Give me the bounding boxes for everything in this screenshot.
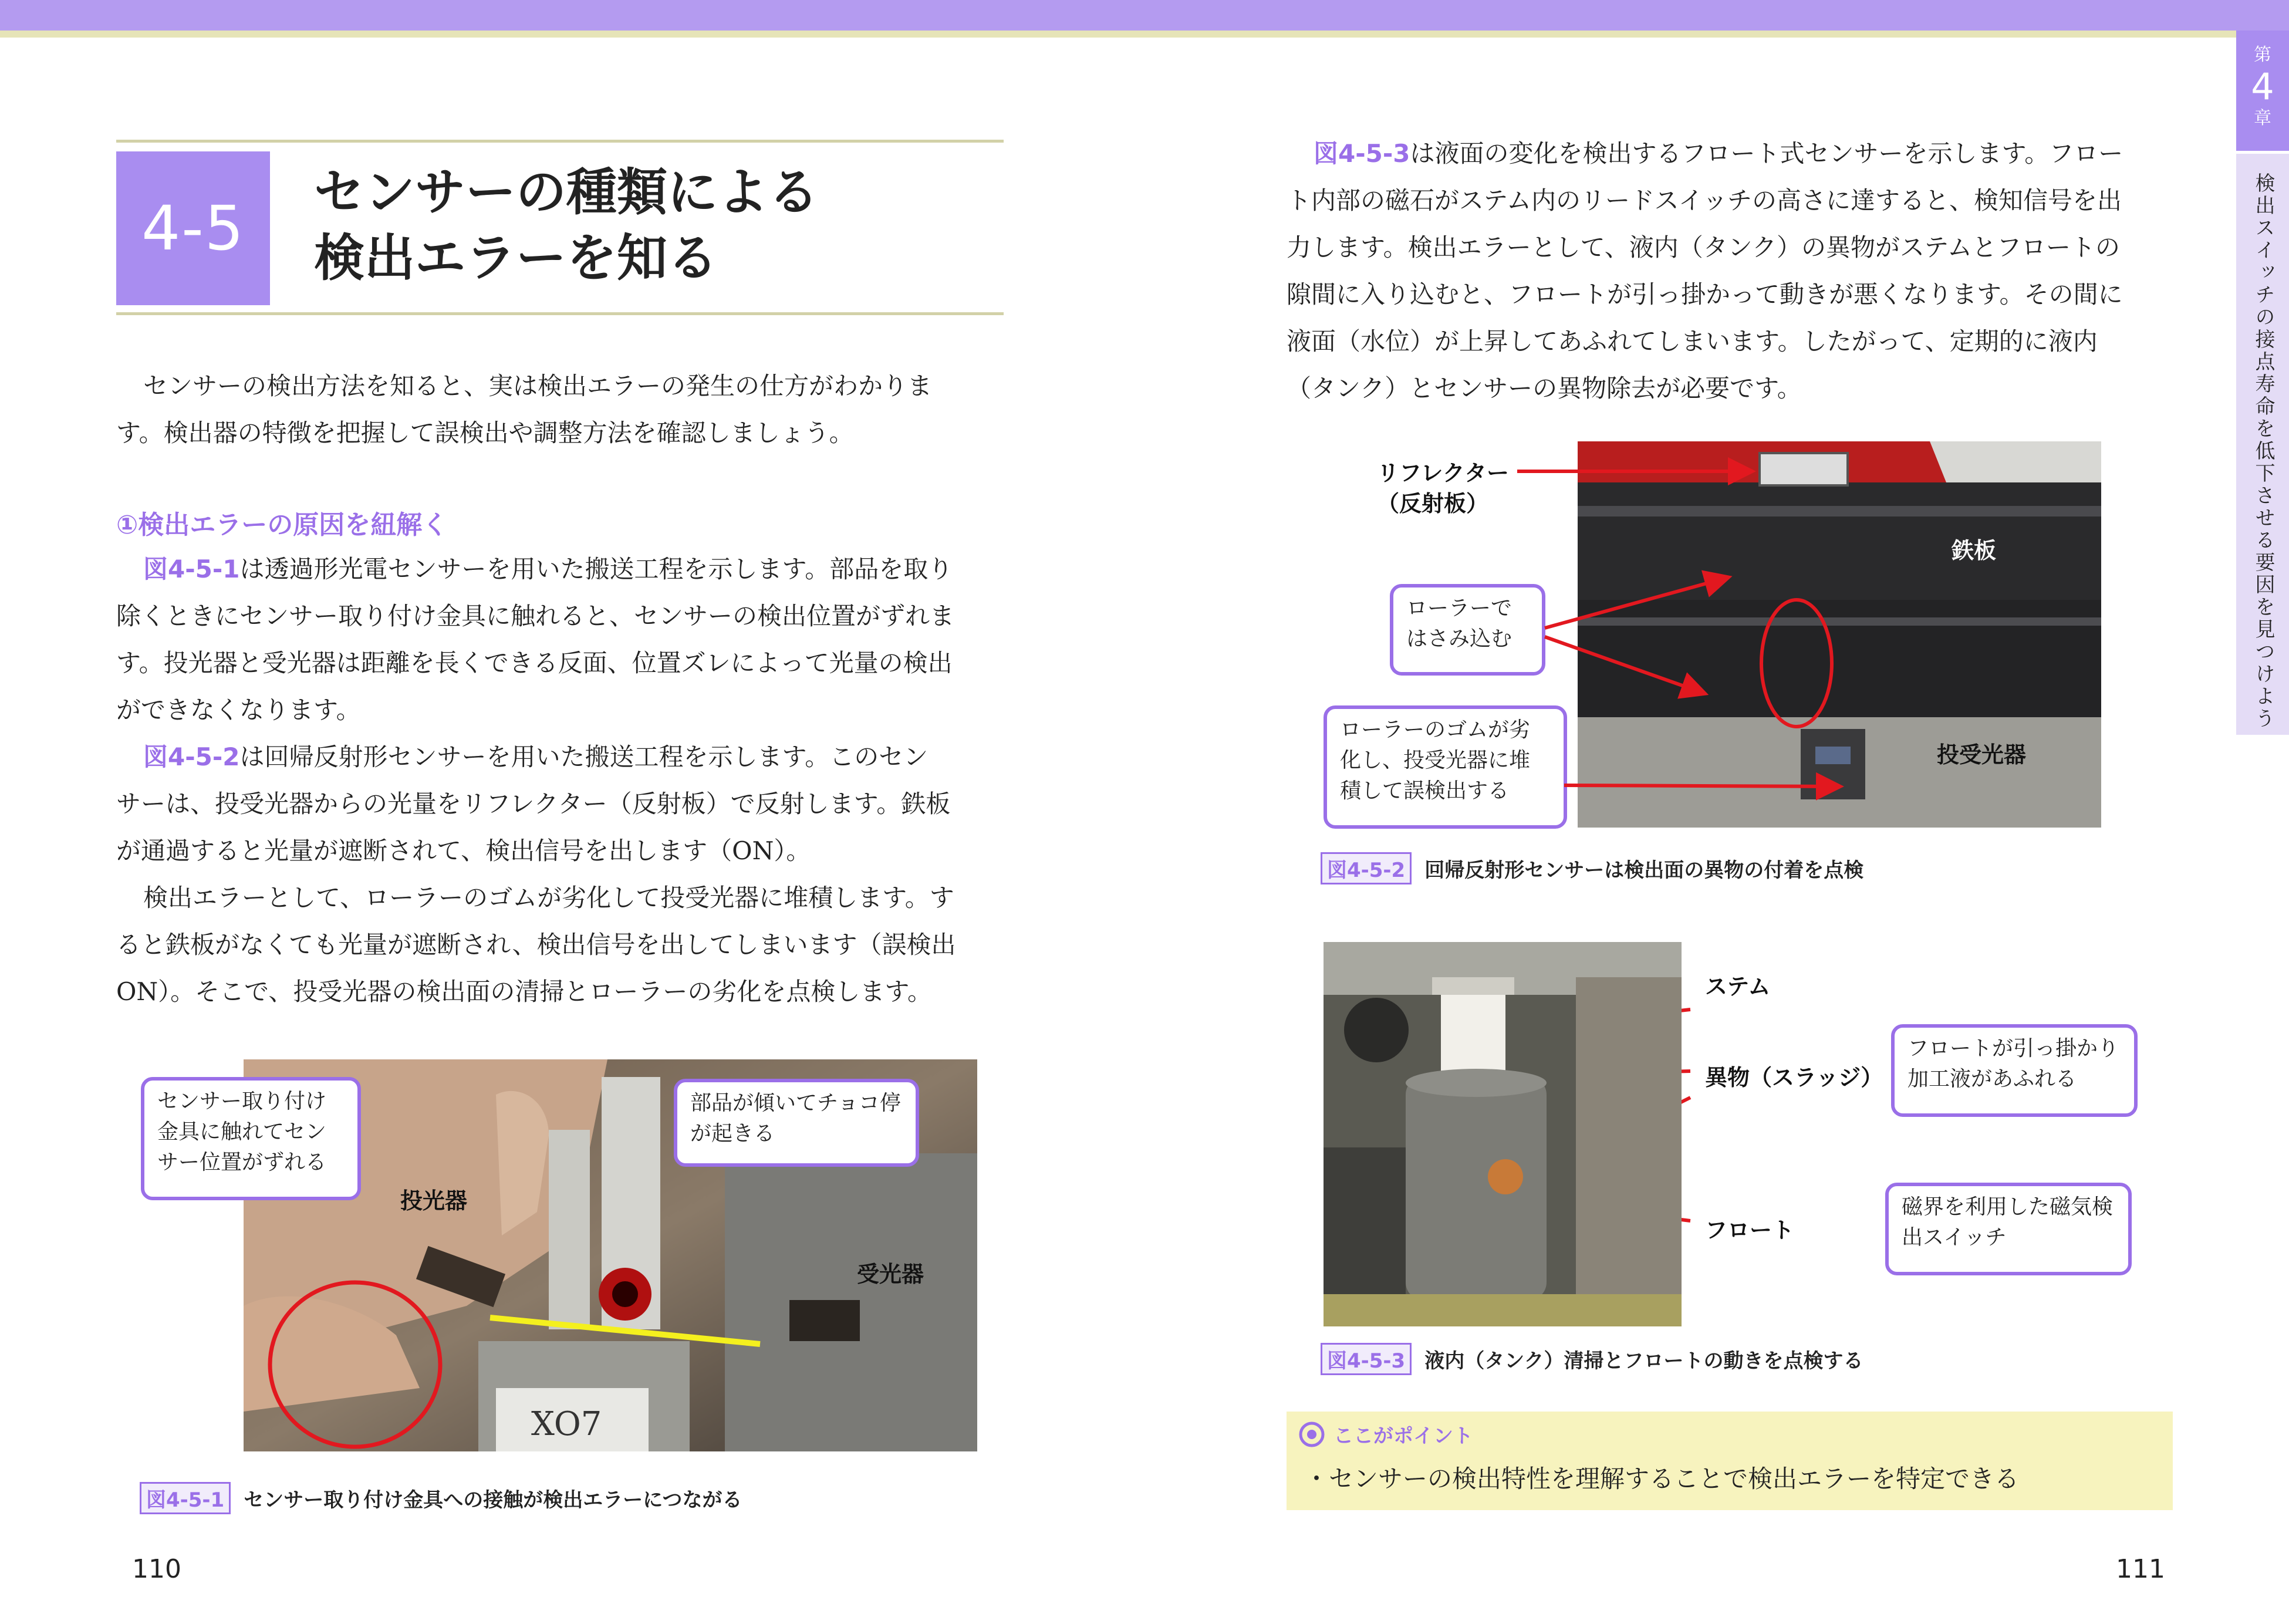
callout-roller-pinch: ローラーではさみ込む bbox=[1390, 584, 1545, 676]
figure-4-5-1-caption-text: センサー取り付け金具への接触が検出エラーにつながる bbox=[244, 1488, 742, 1512]
rp-line-1: は液面の変化を検出するフロート式センサーを示します。フロー bbox=[1410, 139, 2123, 168]
p3-line-1: 検出エラーとして、ローラーのゴムが劣化して投受光器に堆積します。す bbox=[143, 883, 954, 912]
page-number-right: 111 bbox=[2116, 1554, 2165, 1584]
rp-line-3: 力します。検出エラーとして、液内（タンク）の異物がステムとフロートの bbox=[1287, 233, 2121, 262]
figure-ref-4-5-1: 図4-5-1 bbox=[143, 555, 240, 583]
p3-line-3: ON）。そこで、投受光器の検出面の清掃とローラーの劣化を点検します。 bbox=[116, 977, 932, 1006]
p2-line-3: が通過すると光量が遮断されて、検出信号を出します（ON）。 bbox=[116, 836, 811, 865]
p1-line-3: す。投光器と受光器は距離を長くできる反面、位置ズレによって光量の検出 bbox=[116, 649, 953, 677]
chapter-prefix: 第 bbox=[2254, 45, 2271, 65]
rp-line-2: ト内部の磁石がステム内のリードスイッチの高さに達すると、検知信号を出 bbox=[1287, 186, 2122, 215]
plate-text: XO7 bbox=[531, 1405, 602, 1443]
section-title-line-2: 検出エラーを知る bbox=[314, 229, 718, 288]
p2-line-2: サーは、投受光器からの光量をリフレクター（反射板）で反射します。鉄板 bbox=[116, 789, 951, 818]
callout-sensor-bracket: センサー取り付け金具に触れてセンサー位置がずれる bbox=[141, 1077, 361, 1200]
figure-4-5-3-number: 図4-5-3 bbox=[1321, 1343, 1412, 1375]
figure-4-5-3-caption bbox=[1321, 1343, 1863, 1375]
figure-4-5-2-caption bbox=[1321, 852, 1863, 884]
figure-ref-4-5-2: 図4-5-2 bbox=[143, 742, 240, 771]
p3-line-2: ると鉄板がなくても光量が遮断され、検出信号を出してしまいます（誤検出 bbox=[116, 930, 956, 959]
intro-line-1: センサーの検出方法を知ると、実は検出エラーの発生の仕方がわかりま bbox=[143, 372, 933, 400]
label-reflector: リフレクター （反射板） bbox=[1377, 460, 1509, 516]
figure-4-5-3-photo bbox=[1324, 942, 1682, 1326]
callout-rubber-buildup: ローラーのゴムが劣化し、投受光器に堆積して誤検出する bbox=[1324, 705, 1567, 829]
figure-4-5-2-number: 図4-5-2 bbox=[1321, 852, 1412, 884]
label-stem: ステム bbox=[1705, 974, 1771, 1000]
label-float: フロート bbox=[1705, 1217, 1795, 1243]
figure-4-5-2-caption-text: 回帰反射形センサーは検出面の異物の付着を点検 bbox=[1424, 859, 1864, 882]
label-sludge: 異物（スラッジ） bbox=[1705, 1065, 1883, 1090]
point-body: ・センサーの検出特性を理解することで検出エラーを特定できる bbox=[1304, 1464, 2020, 1493]
point-box bbox=[1287, 1412, 2173, 1510]
rp-line-6: （タンク）とセンサーの異物除去が必要です。 bbox=[1287, 374, 1802, 403]
page-number-left: 110 bbox=[132, 1554, 181, 1584]
point-heading bbox=[1298, 1420, 1473, 1449]
subheading: ①検出エラーの原因を紐解く bbox=[116, 510, 448, 540]
callout-part-tilt: 部品が傾いてチョコ停が起きる bbox=[674, 1079, 919, 1167]
p1-line-1: は透過形光電センサーを用いた搬送工程を示します。部品を取り bbox=[239, 555, 953, 583]
target-icon bbox=[1298, 1421, 1325, 1448]
p1-line-4: ができなくなります。 bbox=[116, 695, 361, 724]
label-sensor: 投受光器 bbox=[1937, 742, 2027, 768]
callout-magnetic-switch: 磁界を利用した磁気検出スイッチ bbox=[1885, 1183, 2132, 1275]
figure-4-5-3-caption-text: 液内（タンク）清掃とフロートの動きを点検する bbox=[1424, 1349, 1863, 1373]
intro-line-2: す。検出器の特徴を把握して誤検出や調整方法を確認しましょう。 bbox=[116, 418, 854, 447]
section-number: 4-5 bbox=[116, 151, 270, 305]
section-title-line-1: センサーの種類による bbox=[314, 163, 819, 222]
p2-line-1: は回帰反射形センサーを用いた搬送工程を示します。このセン bbox=[239, 742, 929, 771]
label-steel-plate: 鉄板 bbox=[1952, 538, 1997, 563]
figure-4-5-1-number: 図4-5-1 bbox=[140, 1482, 231, 1514]
point-heading-text: ここがポイント bbox=[1333, 1424, 1473, 1448]
figure-ref-4-5-3: 図4-5-3 bbox=[1314, 139, 1410, 168]
chapter-side-title-text: 検出スイッチの接点寿命を低下させる要因を見つけよう bbox=[2251, 173, 2275, 730]
chapter-suffix: 章 bbox=[2254, 108, 2271, 129]
rp-line-4: 隙間に入り込むと、フロートが引っ掛かって動きが悪くなります。その間に bbox=[1287, 280, 2123, 309]
callout-float-stuck: フロートが引っ掛かり加工液があふれる bbox=[1891, 1024, 2138, 1117]
label-receiver: 受光器 bbox=[857, 1261, 924, 1287]
rp-line-5: 液面（水位）が上昇してあふれてしまいます。したがって、定期的に液内 bbox=[1287, 327, 2098, 356]
label-emitter: 投光器 bbox=[400, 1188, 468, 1214]
p1-line-2: 除くときにセンサー取り付け金具に触れると、センサーの検出位置がずれま bbox=[116, 602, 955, 630]
chapter-number: 4 bbox=[2251, 65, 2274, 108]
